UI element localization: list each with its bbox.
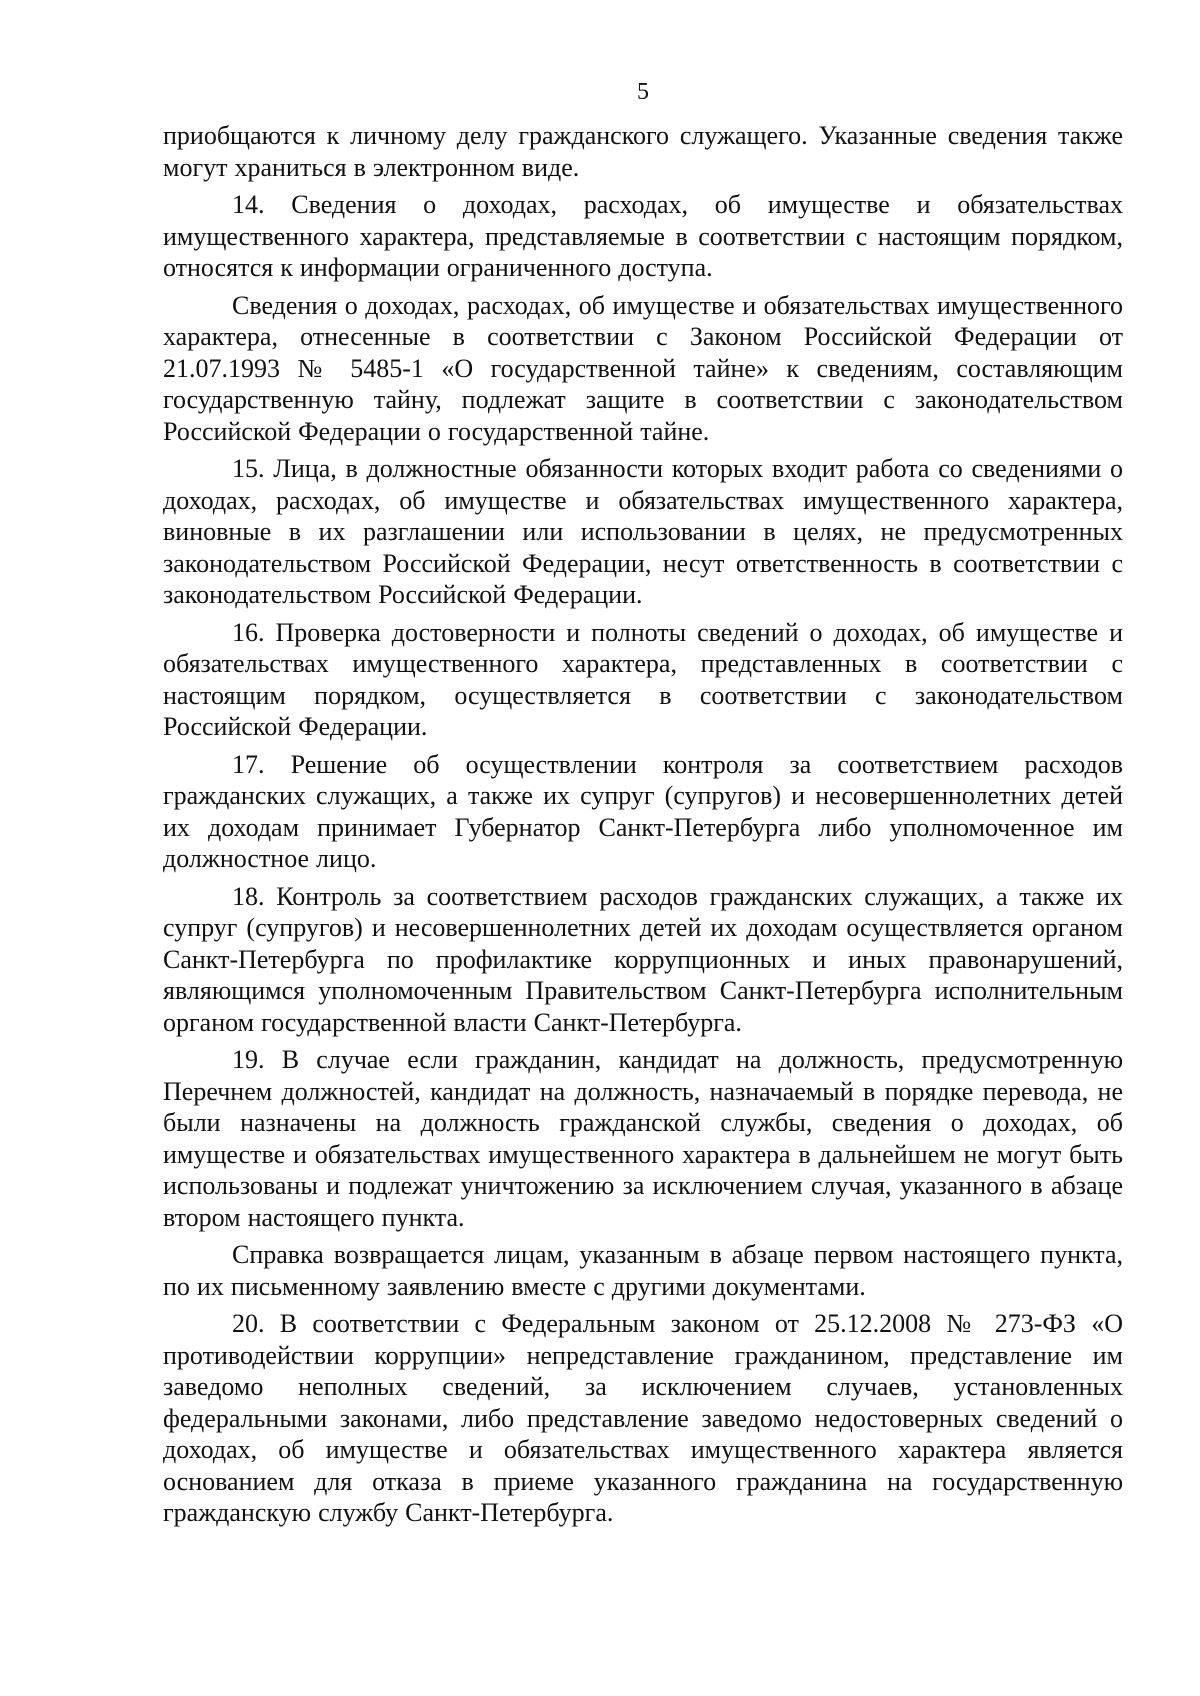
paragraph-item-17: 17. Решение об осуществлении контроля за соответствием расходов гражданских служащих, а также их супруг (супругов) и несовершеннолетних детей их доходам принимает Губернатор Санкт-Петербурга либо уполномоченное им должностное лицо. [163,749,1123,873]
document-page [163,60,1123,1670]
page-number: 5 [637,79,649,105]
paragraph-certificate-return: Справка возвращается лицам, указанным в абзаце первом настоящего пункта, по их письменному заявлению вместе с другими документами. [163,1240,1123,1301]
paragraph-item-14: 14. Сведения о доходах, расходах, об имуществе и обязательствах имущественного характера, представляемые в соответствии с настоящим порядком, относятся к информации ограниченного доступа. [163,190,1123,282]
paragraph-continuation: приобщаются к личному делу гражданского служащего. Указанные сведения также могут храниться в электронном виде. [163,121,1123,182]
paragraph-item-20: 20. В соответствии с Федеральным законом от 25.12.2008 № 273-ФЗ «О противодействии коррупции» непредставление гражданином, представление им заведомо неполных сведений, за исключением случаев, установленных федеральными законами, либо представление заведомо недостоверных сведений о доходах, об имуществе и обязательствах имущественного характера является основанием для отказа в приеме указанного гражданина на государственную гражданскую службу Санкт-Петербурга. [163,1309,1123,1527]
paragraph-item-18: 18. Контроль за соответствием расходов гражданских служащих, а также их супруг (супругов) и несовершеннолетних детей их доходам осуществляется органом Санкт-Петербурга по профилактике коррупционных и иных правонарушений, являющимся уполномоченным Правительством Санкт-Петербурга исполнительным органом государственной власти Санкт-Петербурга. [163,881,1123,1037]
paragraph-item-19: 19. В случае если гражданин, кандидат на должность, предусмотренную Перечнем должностей, кандидат на должность, назначаемый в порядке перевода, не были назначены на должность гражданской службы, сведения о доходах, об имуществе и обязательствах имущественного характера в дальнейшем не могут быть использованы и подлежат уничтожению за исключением случая, указанного в абзаце втором настоящего пункта. [163,1045,1123,1232]
paragraph-item-16: 16. Проверка достоверности и полноты сведений о доходах, об имуществе и обязательствах имущественного характера, представленных в соответствии с настоящим порядком, осуществляется в соответствии с законодательством Российской Федерации. [163,617,1123,741]
paragraph-item-15: 15. Лица, в должностные обязанности которых входит работа со сведениями о доходах, расходах, об имуществе и обязательствах имущественного характера, виновные в их разглашении или использовании в целях, не предусмотренных законодательством Российской Федерации, несут ответственность в соответствии с законодательством Российской Федерации. [163,454,1123,609]
paragraph-state-secret: Сведения о доходах, расходах, об имуществе и обязательствах имущественного характера, отнесенные в соответствии с Законом Российской Федерации от 21.07.1993 № 5485-1 «О государственной тайне» к сведениям, составляющим государственную тайну, подлежат защите в соответствии с законодательством Российской Федерации о государственной тайне. [163,290,1123,446]
